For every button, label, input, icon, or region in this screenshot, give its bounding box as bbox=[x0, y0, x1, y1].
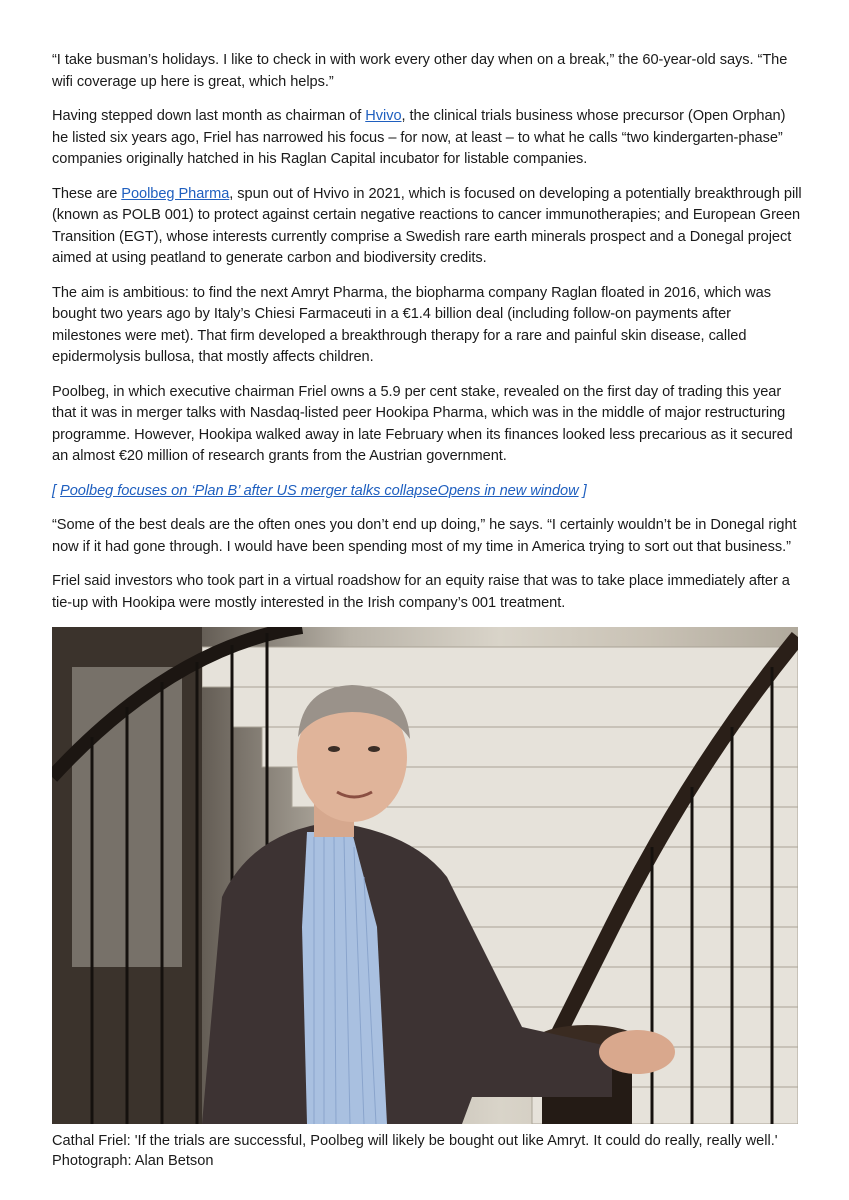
related-open-bracket: [ bbox=[52, 482, 61, 499]
photo-caption: Cathal Friel: 'If the trials are successful, Poolbeg will likely be bought out like Amryt. It could do really, really well.' Photograph: Alan Betson bbox=[52, 1133, 778, 1169]
related-close-bracket: ] bbox=[578, 482, 587, 499]
paragraph-7: Friel said investors who took part in a virtual roadshow for an equity raise that was to take place immediately after a tie-up with Hookipa were mostly interested in the Irish company’s 001 treatment. bbox=[52, 573, 790, 611]
related-article-link[interactable]: Poolbeg focuses on ‘Plan B’ after US merger talks collapseOpens in new window bbox=[60, 482, 579, 499]
article-photo bbox=[52, 627, 798, 1124]
paragraph-2 bbox=[52, 106, 802, 171]
hvivo-link[interactable]: Hvivo bbox=[365, 108, 402, 124]
paragraph-5: Poolbeg, in which executive chairman Friel owns a 5.9 per cent stake, revealed on the first day of trading this year that it was in merger talks with Nasdaq-listed peer Hookipa Pharma, which was in the middle of major restructuring programme. However, Hookipa walked away in late February when its finances looked less precarious as it secured an almost €20 million of research grants from the Austrian government. bbox=[52, 383, 793, 464]
paragraph-2-text-a: Having stepped down last month as chairman of bbox=[52, 108, 366, 124]
paragraph-3 bbox=[52, 184, 802, 270]
related-article bbox=[52, 481, 802, 503]
paragraph-3-text-a: These are bbox=[52, 185, 122, 202]
paragraph-6: “Some of the best deals are the often ones you don’t end up doing,” he says. “I certainly wouldn’t be in Donegal right now if it had gone through. I would have been spending most of my time in America trying to sort out that business.” bbox=[52, 517, 797, 555]
paragraph-4: The aim is ambitious: to find the next Amryt Pharma, the biopharma company Raglan floated in 2016, which was bought two years ago by Italy’s Chiesi Farmaceuti in a €1.4 billion deal (including follow-on payments after milestones were met). That firm developed a breakthrough therapy for a rare and painful skin disease, called epidermolysis bullosa, that mostly affects children. bbox=[52, 284, 771, 365]
paragraph-2-text-b: , the clinical trials business whose precursor (Open Orphan) he listed six years ago, Friel has narrowed his focus – for now, at least – to what he calls “two kindergarten-phase” companies originally hatched in his Raglan Capital incubator for listable companies. bbox=[52, 108, 786, 167]
poolbeg-pharma-link[interactable]: Poolbeg Pharma bbox=[121, 185, 230, 202]
article-body bbox=[52, 50, 802, 1171]
paragraph-3-text-b: , spun out of Hvivo in 2021, which is focused on developing a potentially breakthrough pill (known as POLB 001) to protect against certain negative reactions to cancer immunotherapies; and European Green Transition (EGT), whose interests currently comprise a Swedish rare earth minerals prospect and a Donegal project aimed at using peatland to generate carbon and biodiversity credits. bbox=[52, 185, 802, 266]
paragraph-1: “I take busman’s holidays. I like to check in with work every other day when on a break,” the 60-year-old says. “The wifi coverage up here is great, which helps.” bbox=[52, 52, 788, 90]
photo-illustration bbox=[52, 627, 798, 1124]
